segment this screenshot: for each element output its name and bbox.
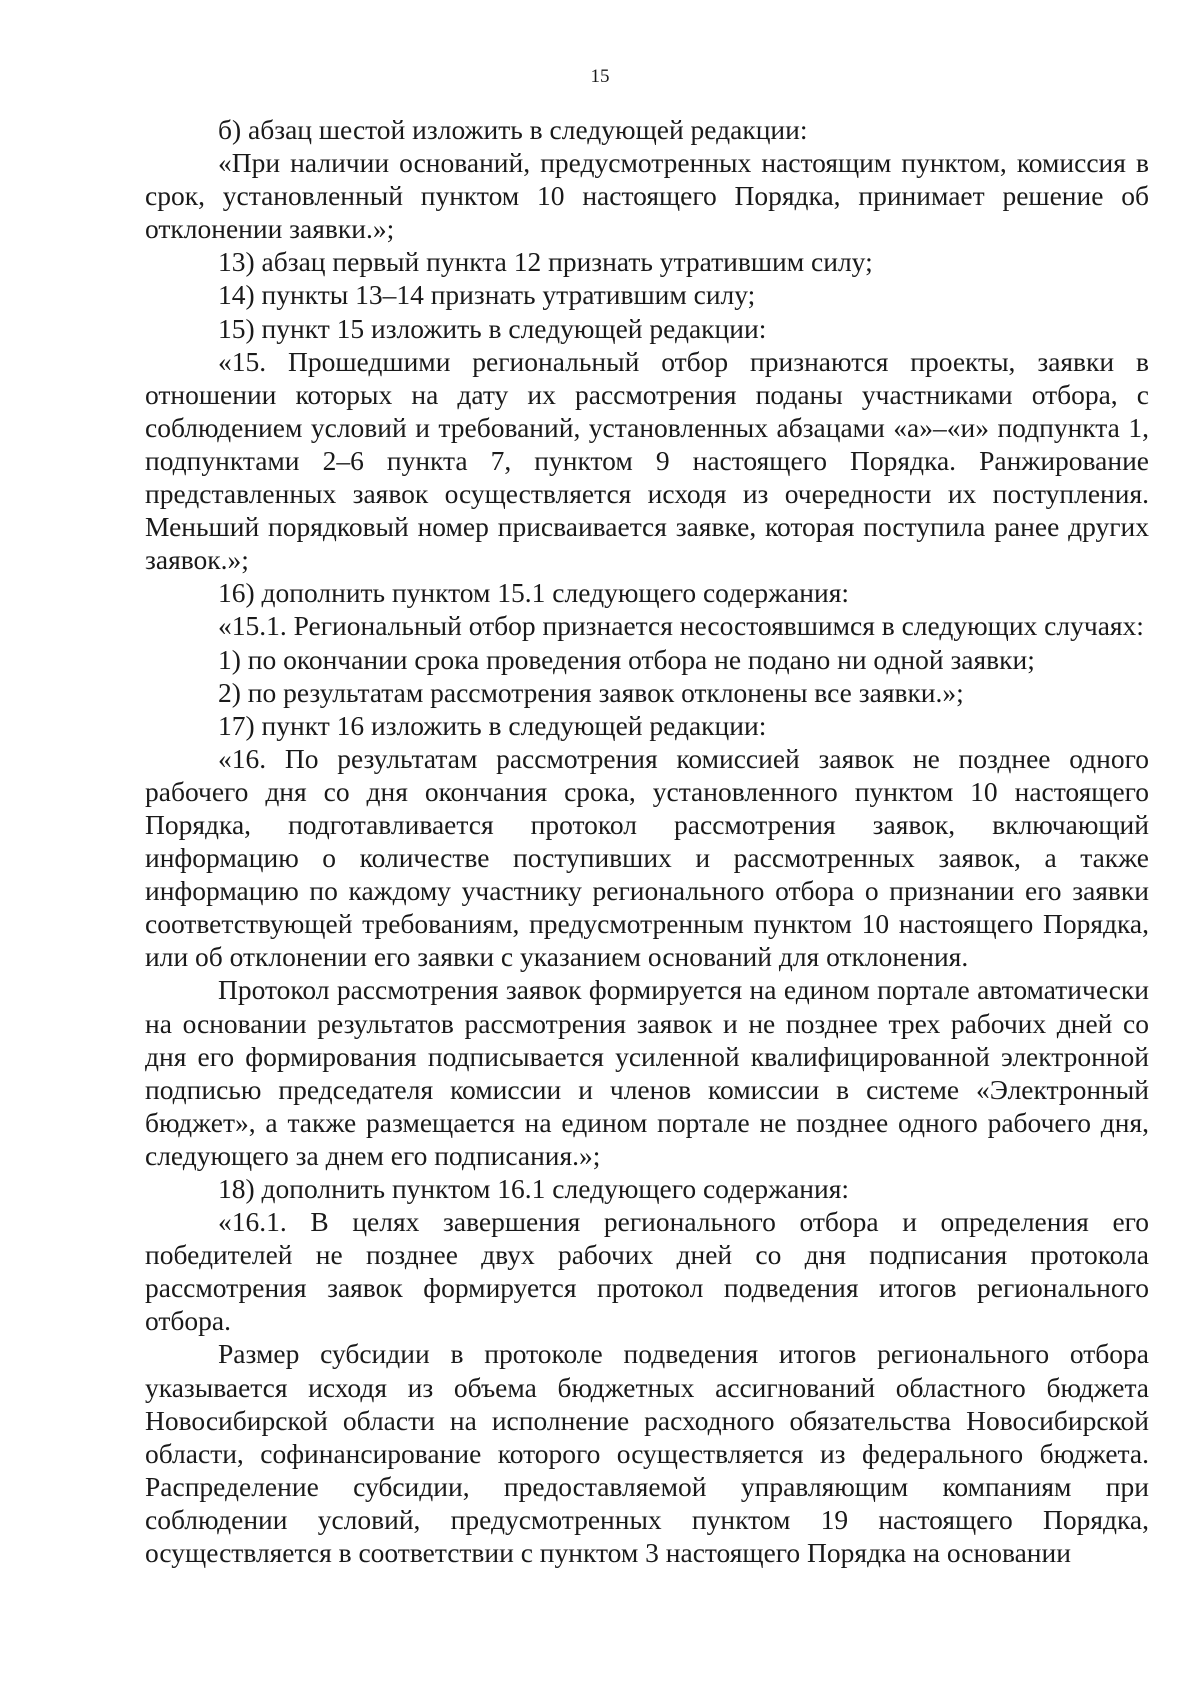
paragraph: 13) абзац первый пункта 12 признать утратившим силу; [218, 246, 873, 278]
paragraph: 2) по результатам рассмотрения заявок отклонены все заявки.»; [218, 676, 964, 708]
paragraph: «15.1. Региональный отбор признается несостоявшимся в следующих случаях: [218, 610, 1144, 642]
page-number: 15 [590, 66, 610, 87]
paragraph: «16.1. В целях завершения регионального отбора и определения его победителей не позднее двух рабочих дней со дня подписания протокола рассмотрения заявок формируется протокол подведения итогов регионального отбора. [145, 1206, 1149, 1337]
paragraph: б) абзац шестой изложить в следующей редакции: [218, 114, 808, 145]
paragraph: 14) пункты 13–14 признать утратившим силу; [218, 279, 756, 311]
paragraph: «16. По результатам рассмотрения комиссией заявок не позднее одного рабочего дня со дня окончания срока, установленного пунктом 10 настоящего Порядка, подготавливается протокол рассмотрения заявок, включающий информацию о количестве поступивших и рассмотренных заявок, а также информацию по каждому участнику регионального отбора о признании его заявки соответствующей требованиям, предусмотренным пунктом 10 настоящего Порядка, или об отклонении его заявки с указанием оснований для отклонения. [145, 742, 1149, 973]
paragraph: Размер субсидии в протоколе подведения итогов регионального отбора указывается исходя из объема бюджетных ассигнований областного бюджета Новосибирской области на исполнение расходного обязательства Новосибирской области, софинансирование которого осуществляется из федерального бюджета. Распределение субсидии, предоставляемой управляющим компаниям при соблюдении условий, предусмотренных пунктом 19 настоящего Порядка, осуществляется в соответствии с пунктом 3 настоящего Порядка на основании [145, 1338, 1149, 1569]
paragraph: Протокол рассмотрения заявок формируется на едином портале автоматически на основании результатов рассмотрения заявок и не позднее трех рабочих дней со дня его формирования подписывается усиленной квалифицированной электронной подписью председателя комиссии и членов комиссии в системе «Электронный бюджет», а также размещается на едином портале не позднее одного рабочего дня, следующего за днем его подписания.»; [145, 974, 1149, 1171]
document-body [145, 113, 1149, 1569]
paragraph: 16) дополнить пунктом 15.1 следующего содержания: [218, 577, 850, 609]
paragraph: «При наличии оснований, предусмотренных настоящим пунктом, комиссия в срок, установленный пунктом 10 настоящего Порядка, принимает решение об отклонении заявки.»; [145, 147, 1149, 245]
paragraph: «15. Прошедшими региональный отбор признаются проекты, заявки в отношении которых на дату их рассмотрения поданы участниками отбора, с соблюдением условий и требований, установленных абзацами «а»–«и» подпункта 1, подпунктами 2–6 пункта 7, пунктом 9 настоящего Порядка. Ранжирование представленных заявок осуществляется исходя из очередности их поступления. Меньший порядковый номер присваивается заявке, которая поступила ранее других заявок.»; [145, 345, 1149, 576]
paragraph: 17) пункт 16 изложить в следующей редакции: [218, 709, 767, 741]
paragraph: 18) дополнить пунктом 16.1 следующего содержания: [218, 1173, 850, 1204]
paragraph: 15) пункт 15 изложить в следующей редакции: [218, 312, 767, 344]
paragraph: 1) по окончании срока проведения отбора не подано ни одной заявки; [218, 643, 1035, 675]
